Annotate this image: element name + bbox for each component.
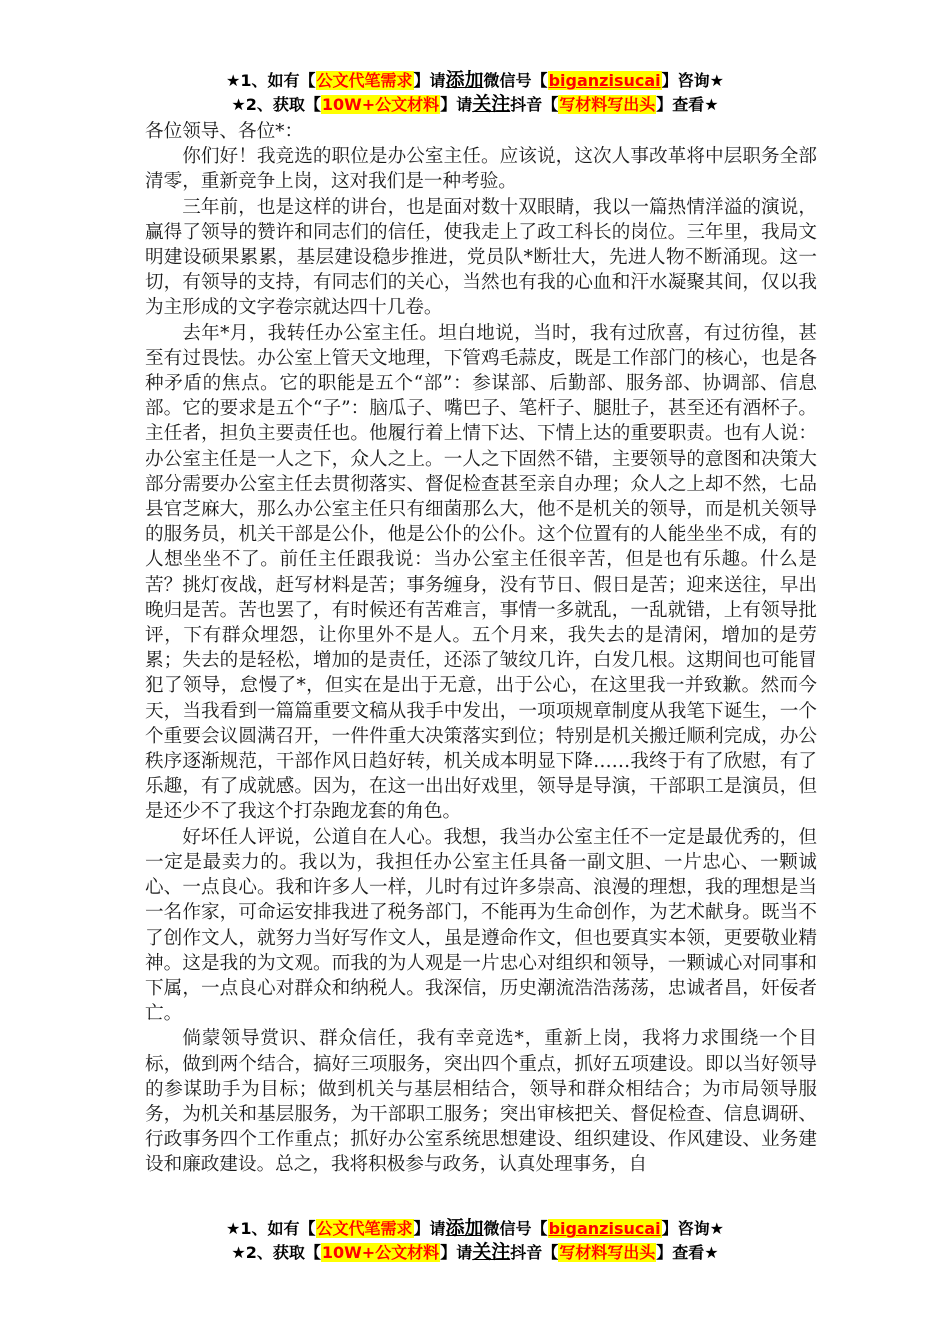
paragraph: 去年*月，我转任办公室主任。坦白地说，当时，我有过欣喜，有过彷徨，甚至有过畏怯。办公室上管天文地理，下管鸡毛蒜皮，既是工作部门的核心，也是各种矛盾的焦点。它的职能是五个“部”：参谋部、后勤部、服务部、协调部、信息部。它的要求是五个“子”：脑瓜子、嘴巴子、笔杆子、腿肚子，甚至还有酒杯子。主任者，担负主要责任也。他履行着上情下达、下情上达的重要职责。也有人说：办公室主任是一人之下，众人之上。一人之下固然不错，主要领导的意图和决策大部分需要办公室主任去贯彻落实、督促检查甚至亲自办理；众人之上却不然，七品县官芝麻大，那么办公室主任只有细菌那么大，他不是机关的领导，而是机关领导的服务员，机关干部是公仆，他是公仆的公仆。这个位置有的人能坐坐不成，有的人想坐坐不了。前任主任跟我说：当办公室主任很辛苦，但是也有乐趣。什么是苦？挑灯夜战，赶写材料是苦；事务缠身，没有节日、假日是苦；迎来送往，早出晚归是苦。苦也罢了，有时候还有苦难言，事情一多就乱，一乱就错，上有领导批评，下有群众埋怨，让你里外不是人。五个月来，我失去的是清闲，增加的是劳累；失去的是轻松，增加的是责任，还添了皱纹几许，白发几根。这期间也可能冒犯了领导，怠慢了*，但实在是出于无意，出于公心，在这里我一并致歉。然而今天，当我看到一篇篇重要文稿从我手中发出，一项项规章制度从我笔下诞生，一个个重要会议圆满召开，一件件重大决策落实到位；特别是机关搬迁顺利完成，办公秩序逐渐规范，干部作风日趋好转，机关成本明显下降……我终于有了欣慰，有了乐趣，有了成就感。因为，在这一出出好戏里，领导是导演，干部职工是演员，但是还少不了我这个打杂跑龙套的角色。 (145, 322, 817, 823)
promo-banner-bottom (0, 1216, 950, 1264)
promo-highlight: 10W+公文材料 (321, 95, 440, 114)
promo-highlight: 公文代笔需求 (316, 71, 413, 90)
promo-text: 】咨询 (661, 1219, 710, 1238)
promo-text: 2、获取【 (245, 1243, 321, 1262)
salutation: 各位领导、各位*： (145, 121, 304, 142)
promo-text: 】咨询 (661, 71, 710, 90)
promo-line-1 (0, 1216, 950, 1240)
promo-banner-top (0, 68, 950, 116)
promo-line-2 (0, 92, 950, 116)
promo-text: 抖音【 (510, 95, 559, 114)
promo-highlight: biganzisucai (548, 1219, 661, 1238)
paragraph: 三年前，也是这样的讲台，也是面对数十双眼睛，我以一篇热情洋溢的演说，赢得了领导的赞许和同志们的信任，使我走上了政工科长的岗位。三年里，我局文明建设硕果累累，基层建设稳步推进，党员队*断壮大，先进人物不断涌现。这一切，有领导的支持，有同志们的关心，当然也有我的心血和汗水凝聚其间，仅以我为主形成的文字卷宗就达四十几卷。 (145, 196, 817, 319)
paragraph: 你们好！我竞选的职位是办公室主任。应该说，这次人事改革将中层职务全部清零，重新竞争上岗，这对我们是一种考验。 (145, 146, 817, 193)
promo-emphasis: 添加 (445, 1217, 484, 1239)
star-icon: ★ (231, 1243, 246, 1262)
promo-emphasis: 添加 (445, 69, 484, 91)
promo-emphasis: 关注 (472, 1241, 511, 1263)
promo-emphasis: 关注 (472, 93, 511, 115)
star-icon: ★ (704, 1243, 719, 1262)
promo-text: 2、获取【 (245, 95, 321, 114)
promo-text: 微信号【 (483, 71, 548, 90)
promo-text: 1、如有【 (240, 71, 316, 90)
promo-text: 】请 (440, 1243, 473, 1262)
star-icon: ★ (704, 95, 719, 114)
star-icon: ★ (226, 71, 241, 90)
promo-highlight: biganzisucai (548, 71, 661, 90)
paragraph: 好坏任人评说，公道自在人心。我想，我当办公室主任不一定是最优秀的，但一定是最卖力的。我以为，我担任办公室主任具备一副文胆、一片忠心、一颗诚心、一点良心。我和许多人一样，儿时有过许多崇高、浪漫的理想，我的理想是当一名作家，可命运安排我进了税务部门，不能再为生命创作，为艺术献身。既当不了创作文人，就努力当好写作文人，虽是遵命作文，但也要真实本领，更要敬业精神。这是我的为文观。而我的为人观是一片忠心对组织和领导，一颗诚心对同事和下属，一点良心对群众和纳税人。我深信，历史潮流浩浩荡荡，忠诚者昌，奸佞者亡。 (145, 826, 817, 1025)
promo-text: 1、如有【 (240, 1219, 316, 1238)
promo-text: 】请 (440, 95, 473, 114)
promo-highlight: 写材料写出头 (559, 95, 656, 114)
promo-line-2 (0, 1240, 950, 1264)
star-icon: ★ (709, 71, 724, 90)
paragraph: 倘蒙领导赏识、群众信任，我有幸竞选*，重新上岗，我将力求围绕一个目标，做到两个结合，搞好三项服务，突出四个重点，抓好五项建设。即以当好领导的参谋助手为目标；做到机关与基层相结合，领导和群众相结合；为市局领导服务，为机关和基层服务，为干部职工服务；突出审核把关、督促检查、信息调研、行政事务四个工作重点；抓好办公室系统思想建设、组织建设、作风建设、业务建设和廉政建设。总之，我将积极参与政务，认真处理事务，自 (145, 1028, 817, 1176)
promo-text: 】请 (413, 71, 446, 90)
speech-body (145, 119, 817, 1178)
promo-highlight: 写材料写出头 (559, 1243, 656, 1262)
star-icon: ★ (226, 1219, 241, 1238)
star-icon: ★ (709, 1219, 724, 1238)
promo-text: 】查看 (656, 1243, 705, 1262)
promo-highlight: 10W+公文材料 (321, 1243, 440, 1262)
promo-line-1 (0, 68, 950, 92)
promo-highlight: 公文代笔需求 (316, 1219, 413, 1238)
star-icon: ★ (231, 95, 246, 114)
promo-text: 抖音【 (510, 1243, 559, 1262)
promo-text: 】请 (413, 1219, 446, 1238)
promo-text: 微信号【 (483, 1219, 548, 1238)
promo-text: 】查看 (656, 95, 705, 114)
